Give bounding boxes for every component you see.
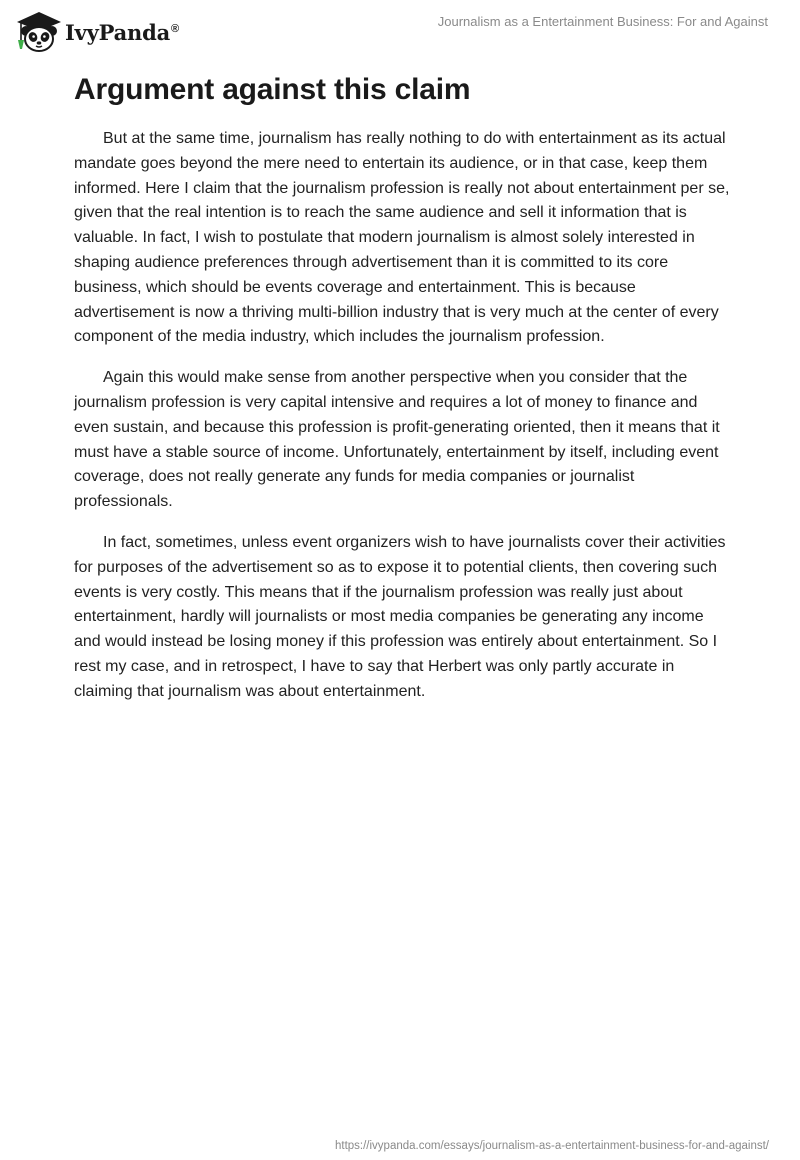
source-url[interactable]: https://ivypanda.com/essays/journalism-as-a-entertainment-business-for-and-against/ xyxy=(334,1140,769,1152)
article-body xyxy=(74,73,734,721)
page-header xyxy=(0,0,800,60)
paragraph-2: Again this would make sense from another perspective when you consider that the journalism profession is very capital intensive and requires a lot of money to finance and even sustain, and because this profession is profit-generating oriented, then it means that it must have a stable source of income. Unfortunately, entertainment by itself, including event coverage, does not really generate any funds for media companies or journalist professionals. xyxy=(74,369,720,511)
section-heading: Argument against this claim xyxy=(74,73,471,106)
running-title: Journalism as a Entertainment Business: For and Against xyxy=(437,14,768,29)
ivypanda-logo[interactable] xyxy=(14,9,179,53)
registered-mark: ® xyxy=(171,22,179,35)
paragraph-1: But at the same time, journalism has really nothing to do with entertainment as its actual mandate goes beyond the mere need to entertain its audience, or in that case, keep them informed. Here I claim that the journalism profession is really not about entertainment per se, given that the real intention is to reach the same audience and sell it information that is valuable. In fact, I wish to postulate that modern journalism is almost solely interested in shaping audience preferences through advertisement than it is committed to its core business, which should be events coverage and entertainment. This is because advertisement is now a thriving multi-billion industry that is very much at the center of every component of the media industry, which includes the journalism profession. xyxy=(74,130,730,346)
paragraph-3: In fact, sometimes, unless event organizers wish to have journalists cover their activities for purposes of the advertisement so as to expose it to potential clients, then covering such events is very costly. This means that if the journalism profession was really just about entertainment, hardly will journalists or most media companies be generating any income and would instead be losing money if this profession was entirely about entertainment. So I rest my case, and in retrospect, I have to say that Herbert was only partly accurate in claiming that journalism was about entertainment. xyxy=(74,533,726,700)
brand-name xyxy=(65,20,179,45)
brand-name-text: IvyPanda xyxy=(65,19,171,45)
panda-graduation-cap-icon xyxy=(14,9,62,53)
